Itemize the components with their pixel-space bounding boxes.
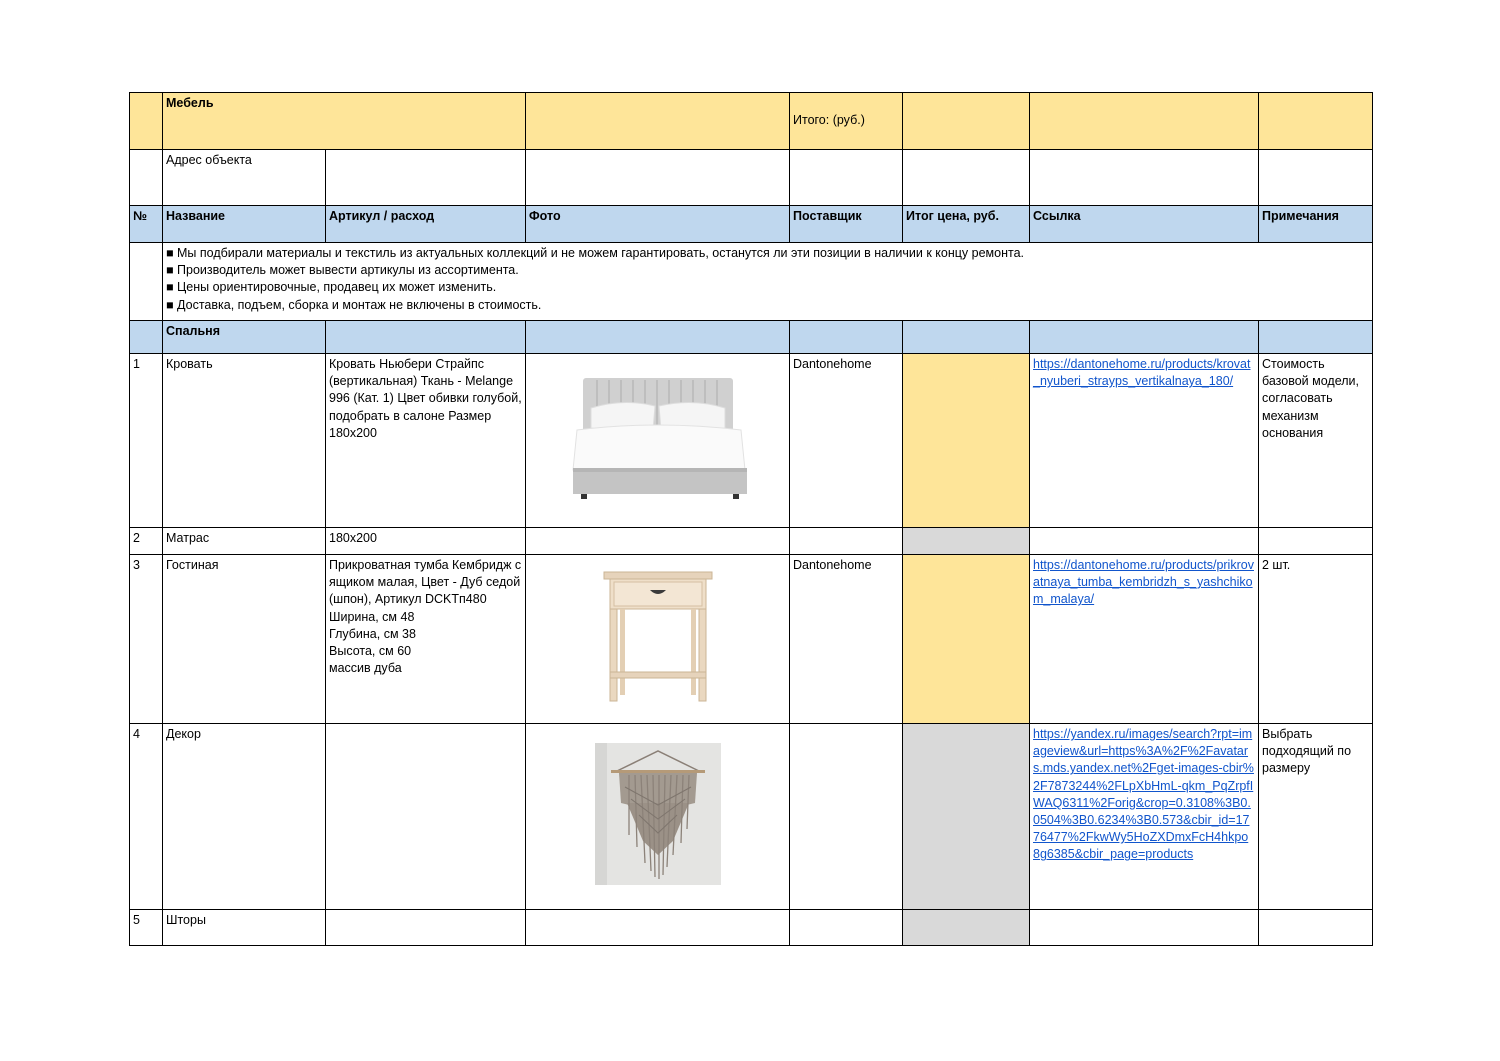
total-value[interactable]	[903, 93, 1030, 150]
row-num[interactable]: 5	[130, 910, 163, 946]
row-name[interactable]: Шторы	[163, 910, 326, 946]
row-notes[interactable]: Стоимость базовой модели, согласовать механизм основания	[1259, 354, 1373, 528]
furniture-sheet	[129, 92, 1373, 946]
row-link[interactable]	[1030, 910, 1259, 946]
cell[interactable]	[1030, 93, 1259, 150]
row-link-cell	[1030, 724, 1259, 910]
cell[interactable]	[1259, 93, 1373, 150]
row-link[interactable]: https://dantonehome.ru/products/prikrovatnaya_tumba_kembridzh_s_yashchikom_malaya/	[1033, 558, 1254, 607]
cell[interactable]	[1030, 321, 1259, 354]
cell[interactable]	[1259, 321, 1373, 354]
address-row	[130, 150, 1373, 206]
row-name[interactable]: Матрас	[163, 528, 326, 555]
table-row	[130, 555, 1373, 724]
row-link[interactable]: https://yandex.ru/images/search?rpt=imageview&url=https%3A%2F%2Favatars.mds.yandex.net%2Fget-images-cbir%2F7873244%2FLpXbHmL-qkm_PqZrpfIWAQ6311%2Forig&crop=0.3108%3B0.0504%3B0.6234%3B0.573&cbir_id=1776477%2FkwWy5HoZXDmxFcH4hkpo8g6385&cbir_page=products	[1033, 727, 1254, 862]
row-supplier[interactable]: Dantonehome	[790, 555, 903, 724]
row-article[interactable]	[326, 724, 526, 910]
table-row	[130, 724, 1373, 910]
cell[interactable]	[526, 150, 790, 206]
header-num[interactable]: №	[130, 206, 163, 243]
cell[interactable]	[526, 321, 790, 354]
header-supplier[interactable]: Поставщик	[790, 206, 903, 243]
row-notes[interactable]: 2 шт.	[1259, 555, 1373, 724]
cell[interactable]	[903, 150, 1030, 206]
sheet-title[interactable]: Мебель	[163, 93, 526, 150]
total-label[interactable]: Итого: (руб.)	[790, 93, 903, 150]
macrame-photo	[595, 743, 721, 885]
cell[interactable]	[130, 243, 163, 321]
row-link-cell	[1030, 354, 1259, 528]
row-price[interactable]	[903, 528, 1030, 555]
cell[interactable]	[903, 321, 1030, 354]
row-photo[interactable]	[526, 910, 790, 946]
cell[interactable]	[130, 93, 163, 150]
disclaimer-line: ■ Цены ориентировочные, продавец их может изменить.	[166, 280, 497, 295]
cell[interactable]	[790, 321, 903, 354]
row-supplier[interactable]: Dantonehome	[790, 354, 903, 528]
header-notes[interactable]: Примечания	[1259, 206, 1373, 243]
cell[interactable]	[326, 321, 526, 354]
disclaimer-line: ■ Мы подбирали материалы и текстиль из актуальных коллекций и не можем гарантировать, останутся ли эти позиции в наличии к концу ремонта.	[166, 246, 1025, 260]
cell[interactable]	[130, 150, 163, 206]
title-row	[130, 93, 1373, 150]
row-notes[interactable]	[1259, 528, 1373, 555]
disclaimer-cell[interactable]	[163, 243, 1373, 321]
row-price[interactable]	[903, 724, 1030, 910]
row-article[interactable]: Кровать Ньюбери Страйпс (вертикальная) Ткань - Melange 996 (Кат. 1) Цвет обивки голубой, подобрать в салоне Размер 180х200	[326, 354, 526, 528]
row-link[interactable]: https://dantonehome.ru/products/krovat_nyuberi_strayps_vertikalnaya_180/	[1033, 357, 1251, 389]
disclaimer-line: ■ Доставка, подъем, сборка и монтаж не включены в стоимость.	[166, 297, 542, 312]
nightstand-photo	[598, 566, 718, 706]
address-value[interactable]	[326, 150, 526, 206]
cell[interactable]	[1030, 150, 1259, 206]
cell[interactable]	[1259, 150, 1373, 206]
row-name[interactable]: Кровать	[163, 354, 326, 528]
table-row	[130, 528, 1373, 555]
row-supplier[interactable]	[790, 910, 903, 946]
address-label[interactable]: Адрес объекта	[163, 150, 326, 206]
header-row	[130, 206, 1373, 243]
row-supplier[interactable]	[790, 528, 903, 555]
section-row	[130, 321, 1373, 354]
cell[interactable]	[790, 150, 903, 206]
row-article[interactable]: 180х200	[326, 528, 526, 555]
row-article[interactable]: Прикроватная тумба Кембридж с ящиком малая, Цвет - Дуб седой (шпон), Артикул DCKTп480 Ширина, см 48 Глубина, см 38 Высота, см 60 массив дуба	[326, 555, 526, 724]
row-notes[interactable]	[1259, 910, 1373, 946]
row-num[interactable]: 1	[130, 354, 163, 528]
disclaimer-line: ■ Производитель может вывести артикулы из ассортимента.	[166, 263, 519, 278]
row-name[interactable]: Декор	[163, 724, 326, 910]
row-num[interactable]: 4	[130, 724, 163, 910]
row-price[interactable]	[903, 910, 1030, 946]
cell[interactable]	[130, 321, 163, 354]
cell[interactable]	[526, 93, 790, 150]
row-photo[interactable]	[526, 555, 790, 724]
row-photo[interactable]	[526, 528, 790, 555]
row-num[interactable]: 2	[130, 528, 163, 555]
row-article[interactable]	[326, 910, 526, 946]
header-price[interactable]: Итог цена, руб.	[903, 206, 1030, 243]
row-num[interactable]: 3	[130, 555, 163, 724]
row-link-cell	[1030, 555, 1259, 724]
header-name[interactable]: Название	[163, 206, 326, 243]
row-photo[interactable]	[526, 724, 790, 910]
row-notes[interactable]: Выбрать подходящий по размеру	[1259, 724, 1373, 910]
row-name[interactable]: Гостиная	[163, 555, 326, 724]
row-link[interactable]	[1030, 528, 1259, 555]
row-price[interactable]	[903, 354, 1030, 528]
table-row	[130, 910, 1373, 946]
bed-photo	[563, 370, 753, 505]
header-link[interactable]: Ссылка	[1030, 206, 1259, 243]
row-price[interactable]	[903, 555, 1030, 724]
header-article[interactable]: Артикул / расход	[326, 206, 526, 243]
row-supplier[interactable]	[790, 724, 903, 910]
section-title[interactable]: Спальня	[163, 321, 326, 354]
row-photo[interactable]	[526, 354, 790, 528]
header-photo[interactable]: Фото	[526, 206, 790, 243]
table-row	[130, 354, 1373, 528]
disclaimer-row	[130, 243, 1373, 321]
